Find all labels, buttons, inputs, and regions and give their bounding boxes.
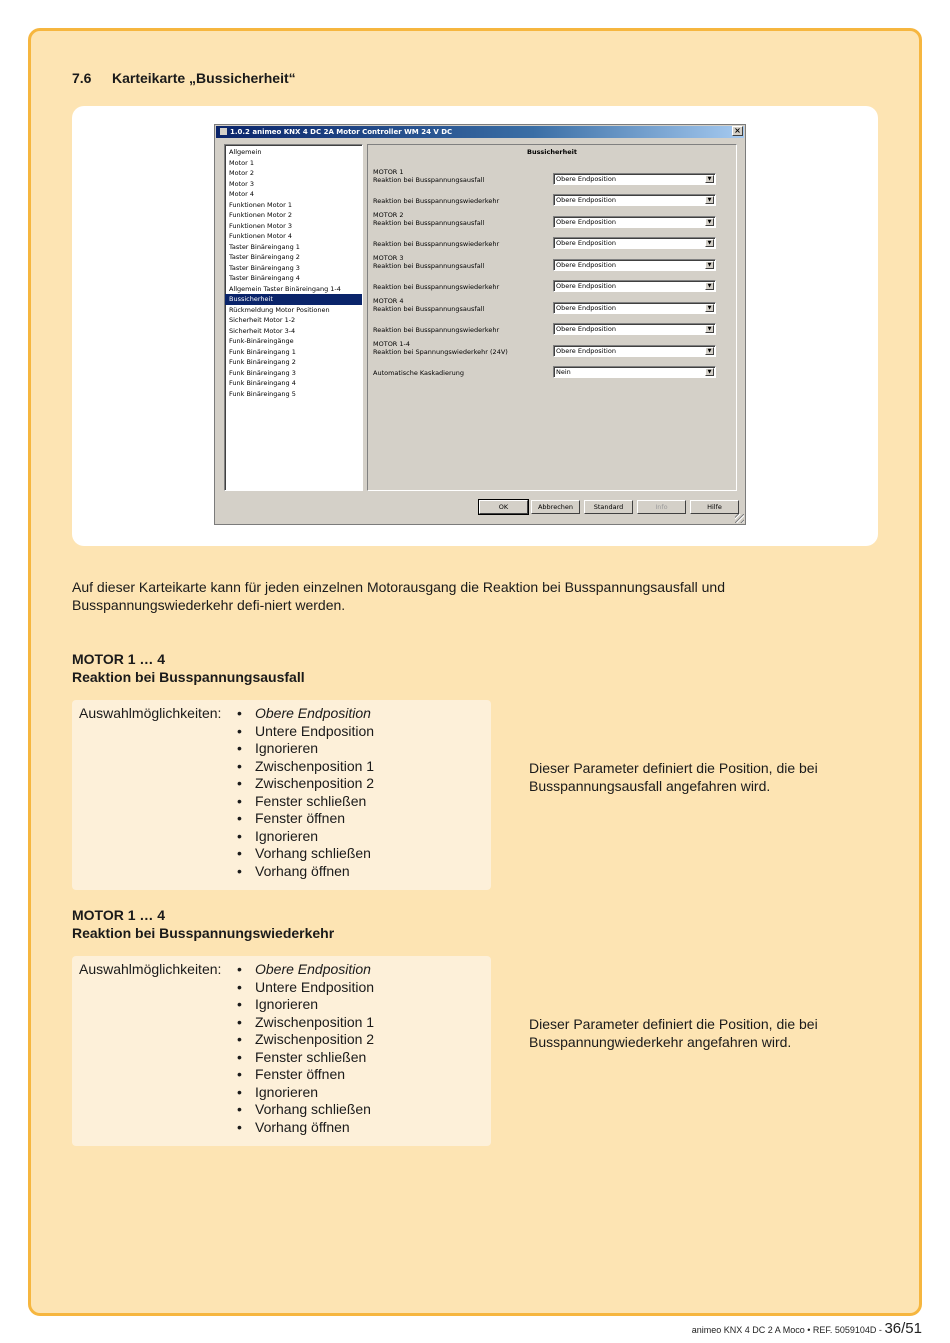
tree-item[interactable]: Allgemein <box>229 148 262 156</box>
parameter-label-line1: MOTOR 1 <box>373 168 404 176</box>
parameter-select[interactable] <box>553 302 716 314</box>
option-text: Vorhang öffnen <box>255 862 350 879</box>
dropdown-arrow-icon[interactable]: ▼ <box>705 218 714 226</box>
parameter-select-value: Obere Endposition <box>556 325 616 333</box>
option-text: Untere Endposition <box>255 722 375 739</box>
parameter-label <box>373 369 464 377</box>
parameter-label-line1: Reaktion bei Busspannungswiederkehr <box>373 326 500 334</box>
parameter-select[interactable] <box>553 280 716 292</box>
bullet-icon: • <box>237 1048 242 1065</box>
parameter-label-line1: MOTOR 1-4 <box>373 340 411 348</box>
parameter-select[interactable] <box>553 173 716 185</box>
option-text: Obere Endposition <box>255 705 371 721</box>
tree-item[interactable]: Funktionen Motor 2 <box>229 211 293 219</box>
tree-item[interactable]: Funk Binäreingang 2 <box>229 358 296 366</box>
dropdown-arrow-icon[interactable]: ▼ <box>705 368 714 376</box>
option-text: Fenster schließen <box>255 1048 367 1065</box>
parameter-label-line2: Reaktion bei Busspannungsausfall <box>373 305 485 313</box>
parameter-row <box>373 295 728 315</box>
tree-item[interactable]: Funktionen Motor 4 <box>229 232 293 240</box>
parameter-select-value: Obere Endposition <box>556 218 616 226</box>
option-text: Fenster öffnen <box>255 810 346 826</box>
tree-item[interactable]: Funk Binäreingang 5 <box>229 389 296 398</box>
parameter-label <box>373 326 499 334</box>
bullet-icon: • <box>237 845 242 861</box>
tree-item[interactable]: Funk Binäreingang 3 <box>229 368 296 377</box>
option-item <box>237 1119 374 1137</box>
tree-item[interactable]: Bussicherheit <box>225 294 362 305</box>
bullet-icon: • <box>237 1118 242 1135</box>
tree-item[interactable]: Allgemein Taster Binäreingang 1-4 <box>229 284 341 293</box>
option-text: Zwischenposition 2 <box>255 1031 375 1047</box>
parameter-row <box>373 316 728 336</box>
bullet-icon: • <box>237 827 242 844</box>
parameter-label-line1: Automatische Kaskadierung <box>373 369 465 377</box>
option-text: Fenster schließen <box>255 792 367 809</box>
parameter-label <box>373 168 484 184</box>
parameter-select[interactable] <box>553 366 716 378</box>
parameter-select-value: Obere Endposition <box>556 261 616 269</box>
tree-item[interactable]: Funktionen Motor 1 <box>229 200 293 209</box>
option-text: Zwischenposition 1 <box>255 1013 375 1030</box>
help-button[interactable]: Hilfe <box>690 500 739 514</box>
option-item <box>237 740 374 758</box>
option-text: Obere Endposition <box>255 961 371 977</box>
tree-item[interactable]: Taster Binäreingang 1 <box>229 242 300 251</box>
option-item <box>237 758 374 776</box>
parameter-row <box>373 187 728 207</box>
bullet-icon: • <box>237 722 242 739</box>
block1-options-list <box>237 705 374 880</box>
parameter-label-line2: Reaktion bei Busspannungsausfall <box>373 219 485 227</box>
block2-options-list <box>237 961 374 1136</box>
parameter-row <box>373 230 728 250</box>
parameter-select-value: Nein <box>556 368 571 376</box>
tree-item[interactable]: Motor 3 <box>229 179 254 188</box>
option-text: Ignorieren <box>255 996 319 1012</box>
option-text: Ignorieren <box>255 827 319 844</box>
tree-item[interactable]: Sicherheit Motor 1-2 <box>229 316 296 324</box>
option-text: Untere Endposition <box>255 978 375 995</box>
bullet-icon: • <box>237 757 242 774</box>
tree-item[interactable]: Funk-Binäreingänge <box>229 337 294 345</box>
option-item <box>237 979 374 997</box>
parameter-select[interactable] <box>553 216 716 228</box>
option-item <box>237 793 374 811</box>
dropdown-arrow-icon[interactable]: ▼ <box>705 325 714 333</box>
parameter-label-line1: Reaktion bei Busspannungswiederkehr <box>373 283 500 291</box>
bullet-icon: • <box>237 1066 242 1082</box>
parameter-row <box>373 166 728 186</box>
parameter-row <box>373 273 728 293</box>
parameter-label <box>373 211 484 227</box>
bullet-icon: • <box>237 792 242 809</box>
block2-title <box>72 906 334 942</box>
bullet-icon: • <box>237 705 242 721</box>
option-item <box>237 863 374 881</box>
tree-item[interactable]: Taster Binäreingang 3 <box>229 263 300 272</box>
bullet-icon: • <box>237 996 242 1012</box>
footer-reference: animeo KNX 4 DC 2 A Moco • REF. 5059104D - <box>691 1325 882 1335</box>
bullet-icon: • <box>237 740 242 756</box>
block1-title-line2: Reaktion bei Busspannungsausfall <box>72 669 305 685</box>
option-item <box>237 828 374 846</box>
parameter-tree[interactable] <box>224 144 363 491</box>
option-text: Vorhang schließen <box>255 1101 371 1117</box>
parameter-select-value: Obere Endposition <box>556 175 616 183</box>
parameter-label <box>373 340 508 356</box>
parameter-label-line1: MOTOR 2 <box>373 211 404 219</box>
page-number: 36/51 <box>884 1320 922 1337</box>
cancel-button[interactable]: Abbrechen <box>531 500 580 514</box>
option-item <box>237 1014 374 1032</box>
option-item <box>237 1049 374 1067</box>
block2-title-line2: Reaktion bei Busspannungswiederkehr <box>72 925 335 941</box>
option-item <box>237 961 374 979</box>
parameter-select-value: Obere Endposition <box>556 282 616 290</box>
block1-options-label: Auswahlmöglichkeiten: <box>79 705 222 721</box>
dropdown-arrow-icon[interactable]: ▼ <box>705 282 714 290</box>
bullet-icon: • <box>237 1013 242 1030</box>
parameter-select-value: Obere Endposition <box>556 304 616 312</box>
option-text: Ignorieren <box>255 740 319 756</box>
tree-item[interactable]: Motor 4 <box>229 190 254 198</box>
parameter-select[interactable] <box>553 237 716 249</box>
option-text: Zwischenposition 1 <box>255 757 375 774</box>
tree-item[interactable]: Sicherheit Motor 3-4 <box>229 326 296 335</box>
block1-title-line1: MOTOR 1 … 4 <box>72 651 166 667</box>
section-number: 7.6 <box>72 70 92 86</box>
parameter-row <box>373 338 728 358</box>
parameter-area <box>367 144 737 491</box>
option-text: Zwischenposition 2 <box>255 775 375 791</box>
option-item <box>237 996 374 1014</box>
parameter-heading: Bussicherheit <box>526 148 577 156</box>
bullet-icon: • <box>237 1101 242 1117</box>
block1-description: Dieser Parameter definiert die Position, die bei Busspannungsausfall angefahren wird. <box>529 760 818 794</box>
option-item <box>237 1101 374 1119</box>
parameter-label-line1: Reaktion bei Busspannungswiederkehr <box>373 197 500 205</box>
parameter-select[interactable] <box>553 323 716 335</box>
page-footer <box>692 1320 922 1337</box>
block2-description: Dieser Parameter definiert die Position, die bei Busspannungwiederkehr angefahren wird. <box>529 1016 818 1050</box>
tree-item[interactable]: Funk Binäreingang 4 <box>229 379 296 387</box>
block1-options-box <box>72 700 491 890</box>
parameter-select[interactable] <box>553 259 716 271</box>
parameter-label <box>373 240 499 248</box>
parameter-row <box>373 252 728 272</box>
dropdown-arrow-icon[interactable]: ▼ <box>705 304 714 312</box>
option-item <box>237 723 374 741</box>
option-item <box>237 1084 374 1102</box>
intro-paragraph: Auf dieser Karteikarte kann für jeden einzelnen Motorausgang die Reaktion bei Busspannungsausfall und Busspannungswiederkehr defi-niert werden. <box>72 579 725 613</box>
option-item <box>237 705 374 723</box>
section-title: Karteikarte „Bussicherheit“ <box>112 70 296 86</box>
dropdown-arrow-icon[interactable]: ▼ <box>705 175 714 183</box>
option-text: Ignorieren <box>255 1083 319 1100</box>
parameter-row <box>373 209 728 229</box>
section-heading <box>72 70 296 86</box>
parameter-select[interactable] <box>553 194 716 206</box>
parameter-label-line1: MOTOR 3 <box>373 254 404 262</box>
option-text: Vorhang schließen <box>255 845 371 861</box>
parameter-select-value: Obere Endposition <box>556 196 616 204</box>
settings-dialog <box>214 124 746 525</box>
block1-title <box>72 650 305 686</box>
option-text: Vorhang öffnen <box>255 1118 350 1135</box>
parameter-select-value: Obere Endposition <box>556 347 616 355</box>
tree-item[interactable]: Funk Binäreingang 1 <box>229 347 296 356</box>
info-button: Info <box>637 500 686 514</box>
block2-title-line1: MOTOR 1 … 4 <box>72 907 166 923</box>
parameter-label <box>373 254 484 270</box>
tree-item[interactable]: Motor 2 <box>229 169 254 177</box>
parameter-label <box>373 283 499 291</box>
parameter-select-value: Obere Endposition <box>556 239 616 247</box>
parameter-label-line2: Reaktion bei Busspannungsausfall <box>373 262 485 270</box>
dropdown-arrow-icon[interactable]: ▼ <box>705 196 714 204</box>
tree-item[interactable]: Motor 1 <box>229 158 254 167</box>
dialog-titlebar[interactable] <box>216 126 744 138</box>
tree-item[interactable]: Taster Binäreingang 2 <box>229 253 300 261</box>
bullet-icon: • <box>237 775 242 791</box>
option-item <box>237 1066 374 1084</box>
tree-item[interactable]: Taster Binäreingang 4 <box>229 274 300 282</box>
parameter-label <box>373 197 499 205</box>
close-button[interactable]: × <box>732 126 743 136</box>
option-item <box>237 845 374 863</box>
dropdown-arrow-icon[interactable]: ▼ <box>705 347 714 355</box>
parameter-label-line2: Reaktion bei Spannungswiederkehr (24V) <box>373 348 508 356</box>
bullet-icon: • <box>237 961 242 977</box>
dialog-title: 1.0.2 animeo KNX 4 DC 2A Motor Controller WM 24 V DC <box>230 128 453 136</box>
parameter-select[interactable] <box>553 345 716 357</box>
app-icon <box>220 128 227 135</box>
default-button[interactable]: Standard <box>584 500 633 514</box>
bullet-icon: • <box>237 810 242 826</box>
dropdown-arrow-icon[interactable]: ▼ <box>705 239 714 247</box>
block2-options-box <box>72 956 491 1146</box>
option-item <box>237 810 374 828</box>
parameter-row <box>373 359 728 379</box>
resize-grip[interactable] <box>735 514 744 523</box>
tree-item[interactable]: Rückmeldung Motor Positionen <box>229 305 330 314</box>
parameter-label-line1: Reaktion bei Busspannungswiederkehr <box>373 240 500 248</box>
dropdown-arrow-icon[interactable]: ▼ <box>705 261 714 269</box>
option-item <box>237 1031 374 1049</box>
bullet-icon: • <box>237 862 242 879</box>
bullet-icon: • <box>237 978 242 995</box>
parameter-label <box>373 297 484 313</box>
parameter-label-line1: MOTOR 4 <box>373 297 404 305</box>
block2-options-label: Auswahlmöglichkeiten: <box>79 961 222 977</box>
bullet-icon: • <box>237 1031 242 1047</box>
bullet-icon: • <box>237 1083 242 1100</box>
parameter-label-line2: Reaktion bei Busspannungsausfall <box>373 176 485 184</box>
ok-button[interactable]: OK <box>479 500 528 514</box>
option-text: Fenster öffnen <box>255 1066 346 1082</box>
option-item <box>237 775 374 793</box>
tree-item[interactable]: Funktionen Motor 3 <box>229 221 293 230</box>
